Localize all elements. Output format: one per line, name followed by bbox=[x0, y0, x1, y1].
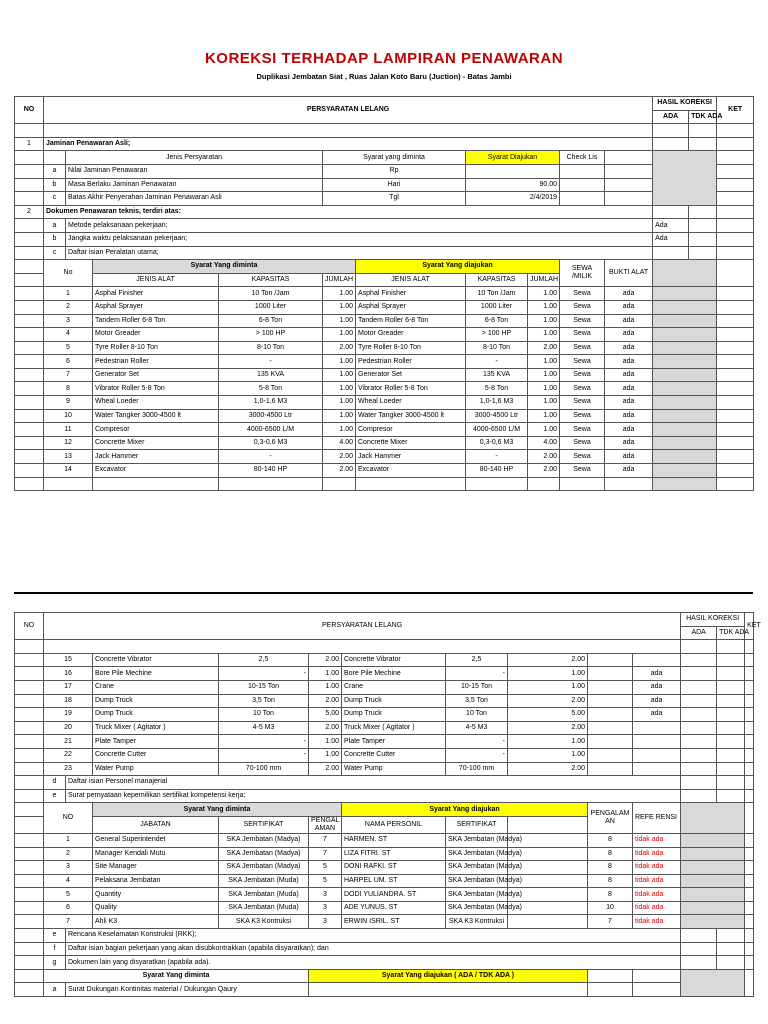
equipment-row: 5 Tyre Roller 8-10 Ton 8-10 Ton 2.00 Tyre Roller 8-10 Ton 8-10 Ton 2.00 Sewa ada bbox=[15, 341, 754, 355]
header-ket: KET bbox=[717, 97, 754, 124]
personel-row: 6 Quality SKA Jembatan (Muda) 3 ADE YUNUS. ST SKA Jembatan (Madya) 10 tidak ada bbox=[15, 901, 754, 915]
section-1-header-row bbox=[15, 151, 754, 165]
equipment-row: 3 Tandem Roller 6-8 Ton 6-8 Ton 1.00 Tandem Roller 6-8 Ton 6-8 Ton 1.00 Sewa ada bbox=[15, 314, 754, 328]
header-ket-2: KET bbox=[745, 613, 754, 640]
equipment-row: 21 Plate Tamper - 1.00 Plate Tamper - 1.00 bbox=[15, 735, 754, 749]
extra-head-row: Syarat Yang diminta Syarat Yang diajukan ( ADA / TDK ADA ) bbox=[15, 969, 754, 983]
equipment-row: 4 Motor Greader > 100 HP 1.00 Motor Greader > 100 HP 1.00 Sewa ada bbox=[15, 328, 754, 342]
header-hasil-koreksi-2: HASIL KOREKSI bbox=[681, 613, 745, 627]
requirements-table-1 bbox=[14, 96, 754, 491]
section-2-row: 2 Dokumen Penawaran teknis, terdiri atas: bbox=[15, 205, 754, 219]
equipment-row: 18 Dump Truck 3,5 Ton 2.00 Dump Truck 3,5 Ton 2.00 ada bbox=[15, 694, 754, 708]
extra-row-e: e Rencana Keselamatan Konstruksi (RKK); bbox=[15, 929, 754, 943]
col-check-list: Check Lis bbox=[560, 151, 605, 165]
equipment-row: 11 Compresor 4000-6500 L/M 1.00 Compresor 4000-6500 L/M 1.00 Sewa ada bbox=[15, 423, 754, 437]
personel-head-diajukan: Syarat Yang diajukan bbox=[342, 803, 588, 817]
equip-head-diajukan: Syarat Yang diajukan bbox=[356, 260, 560, 274]
equip-col-sewa: SEWA /MILIK bbox=[560, 260, 605, 287]
personel-col-row: JABATAN SERTIFIKAT PENGAL AMAN NAMA PERSONIL SERTIFIKAT bbox=[15, 816, 754, 833]
col-jenis-persyaratan: Jenis Persyaratan bbox=[66, 151, 323, 165]
sheet-page-1 bbox=[14, 96, 753, 491]
header-tdk-ada: TDK ADA bbox=[689, 110, 717, 124]
header-persyaratan-2: PERSYARATAN LELANG bbox=[44, 613, 681, 640]
equip-col-bukti: BUKTI ALAT bbox=[605, 260, 653, 287]
header-ada-2: ADA bbox=[681, 626, 717, 640]
page-separator bbox=[14, 592, 753, 594]
equipment-row: 13 Jack Hammer - 2.00 Jack Hammer - 2.00 Sewa ada bbox=[15, 450, 754, 464]
extra-row-f: f Daftar isian bagian pekerjaan yang akan disubkontrakkan (apabila disyaratkan); dan bbox=[15, 942, 754, 956]
personel-head-row: NO Syarat Yang diminta Syarat Yang diajukan PENGALAM AN REFE RENSI bbox=[15, 803, 754, 817]
section-number: 1 bbox=[15, 137, 44, 151]
extra-last-row: a Surat Dukungan Kontinitas material / Dukungan Qaury bbox=[15, 983, 754, 997]
equipment-row: 15 Concrette Vibrator 2,5 2.00 Concrette Vibrator 2,5 2.00 bbox=[15, 653, 754, 667]
section-2-item-b: b Jangka waktu pelaksanaan pekerjaan; Ada bbox=[15, 232, 754, 246]
header-no: NO bbox=[15, 97, 44, 124]
col-syarat-diminta: Syarat yang diminta bbox=[323, 151, 466, 165]
section-1-row bbox=[15, 137, 754, 151]
equipment-row: 19 Dump Truck 10 Ton 5.00 Dump Truck 10 Ton 5.00 ada bbox=[15, 708, 754, 722]
equipment-row: 14 Excavator 80-140 HP 2.00 Excavator 80-140 HP 2.00 Sewa ada bbox=[15, 464, 754, 478]
section-label: Jaminan Penawaran Asli; bbox=[44, 137, 653, 151]
header-ada: ADA bbox=[653, 110, 689, 124]
equip-head-diminta: Syarat Yang diminta bbox=[93, 260, 356, 274]
equipment-row: 16 Bore Pile Mechine - 1.00 Bore Pile Mechine - 1.00 ada bbox=[15, 667, 754, 681]
equipment-row: 23 Water Pump 70-100 mm 2.00 Water Pump 70-100 mm 2.00 bbox=[15, 762, 754, 776]
equipment-row: 17 Crane 10-15 Ton 1.00 Crane 10-15 Ton 1.00 ada bbox=[15, 680, 754, 694]
header-persyaratan: PERSYARATAN LELANG bbox=[44, 97, 653, 124]
equipment-row: 22 Concrette Cutter - 1.00 Concrette Cutter - 1.00 bbox=[15, 748, 754, 762]
extra-row-g: g Dokumen lain yang disyaratkan (apabila ada). bbox=[15, 956, 754, 970]
col-syarat-diajukan: Syarat Diajukan bbox=[466, 151, 560, 165]
personel-row: 2 Manager Kendali Mutu SKA Jembatan (Madya) 7 LIZA FITRI. ST SKA Jembatan (Madya) 8 tidak ada bbox=[15, 847, 754, 861]
equipment-head-row bbox=[15, 260, 754, 274]
section-d-row: d Daftar isian Personel manajerial bbox=[15, 776, 754, 790]
personel-row: 3 Site Manager SKA Jembatan (Madya) 5 DONI RAFKI. ST SKA Jembatan (Madya) 8 tidak ada bbox=[15, 861, 754, 875]
personel-head-diminta: Syarat Yang diminta bbox=[93, 803, 342, 817]
equipment-row: 20 Truck Mixer ( Agitator ) 4-5 M3 2.00 Truck Mixer ( Agitator ) 4-5 M3 2.00 bbox=[15, 721, 754, 735]
document-subtitle: Duplikasi Jembatan Siat , Ruas Jalan Koto Baru (Juction) - Batas Jambi bbox=[256, 72, 512, 81]
equipment-row: 2 Asphal Sprayer 1000 Liter 1.00 Asphal Sprayer 1000 Liter 1.00 Sewa ada bbox=[15, 300, 754, 314]
section-e-row: e Surat pernyataan kepemilikan sertifikat kompetensi kerja; bbox=[15, 789, 754, 803]
personel-row: 4 Pelaksana Jembatan SKA Jembatan (Muda) 5 HARPEL UM. ST SKA Jembatan (Madya) 8 tidak ada bbox=[15, 874, 754, 888]
equipment-row: 10 Water Tangker 3000-4500 lt 3000-4500 Ltr 1.00 Water Tangker 3000-4500 lt 3000-4500 Ltr 1.00 Sewa ada bbox=[15, 409, 754, 423]
section-1-item-a: a Nilai Jaminan Penawaran Rp bbox=[15, 164, 754, 178]
equipment-col-row: JENIS ALAT KAPASITAS JUMLAH JENIS ALAT KAPASITAS JUMLAH bbox=[15, 273, 754, 287]
equipment-row: 7 Generator Set 135 KVA 1.00 Generator Set 135 KVA 1.00 Sewa ada bbox=[15, 368, 754, 382]
equipment-row: 8 Vibrator Roller 5-8 Ton 5-8 Ton 1.00 Vibrator Roller 5-8 Ton 5-8 Ton 1.00 Sewa ada bbox=[15, 382, 754, 396]
document-title: KOREKSI TERHADAP LAMPIRAN PENAWARAN bbox=[204, 50, 564, 67]
equipment-row: 1 Asphal Finisher 10 Ton /Jam 1.00 Asphal Finisher 10 Ton /Jam 1.00 Sewa ada bbox=[15, 287, 754, 301]
section-2-item-a: a Metode pelaksanaan pekerjaan; Ada bbox=[15, 219, 754, 233]
equip-col-no: No bbox=[44, 260, 93, 287]
personel-row: 1 General Superintendet SKA Jembatan (Madya) 7 HARMEN. ST SKA Jembatan (Madya) 8 tidak ada bbox=[15, 833, 754, 847]
header-hasil-koreksi: HASIL KOREKSI bbox=[653, 97, 717, 111]
section-1-item-c: c Batas Akhir Penyerahan Jaminan Penawaran Asli Tgl 2/4/2019 bbox=[15, 192, 754, 206]
equipment-row: 9 Wheal Loeder 1,0-1,6 M3 1.00 Wheal Loeder 1,0-1,6 M3 1.00 Sewa ada bbox=[15, 396, 754, 410]
requirements-table-2 bbox=[14, 612, 761, 997]
header-no-2: NO bbox=[15, 613, 44, 640]
personel-row: 5 Quantity SKA Jembatan (Muda) 3 DODI YULIANDRA. ST SKA Jembatan (Madya) 8 tidak ada bbox=[15, 888, 754, 902]
personel-row: 7 Ahli K3 SKA K3 Kontruksi 3 ERWIN ISRIL. ST SKA K3 Kontruksi 7 tidak ada bbox=[15, 915, 754, 929]
sheet-page-2 bbox=[14, 612, 761, 997]
equipment-row: 12 Concrette Mixer 0,3-0,6 M3 4.00 Concrette Mixer 0,3-0,6 M3 4.00 Sewa ada bbox=[15, 436, 754, 450]
section-1-item-b: b Masa Berlaku Jaminan Penawaran Hari 90.00 bbox=[15, 178, 754, 192]
equipment-row: 6 Pedestrian Roller - 1.00 Pedestrian Roller - 1.00 Sewa ada bbox=[15, 355, 754, 369]
header-tdk-ada-2: TDK ADA bbox=[717, 626, 745, 640]
section-2-item-c: c Daftar isian Peralatan utama; bbox=[15, 246, 754, 260]
